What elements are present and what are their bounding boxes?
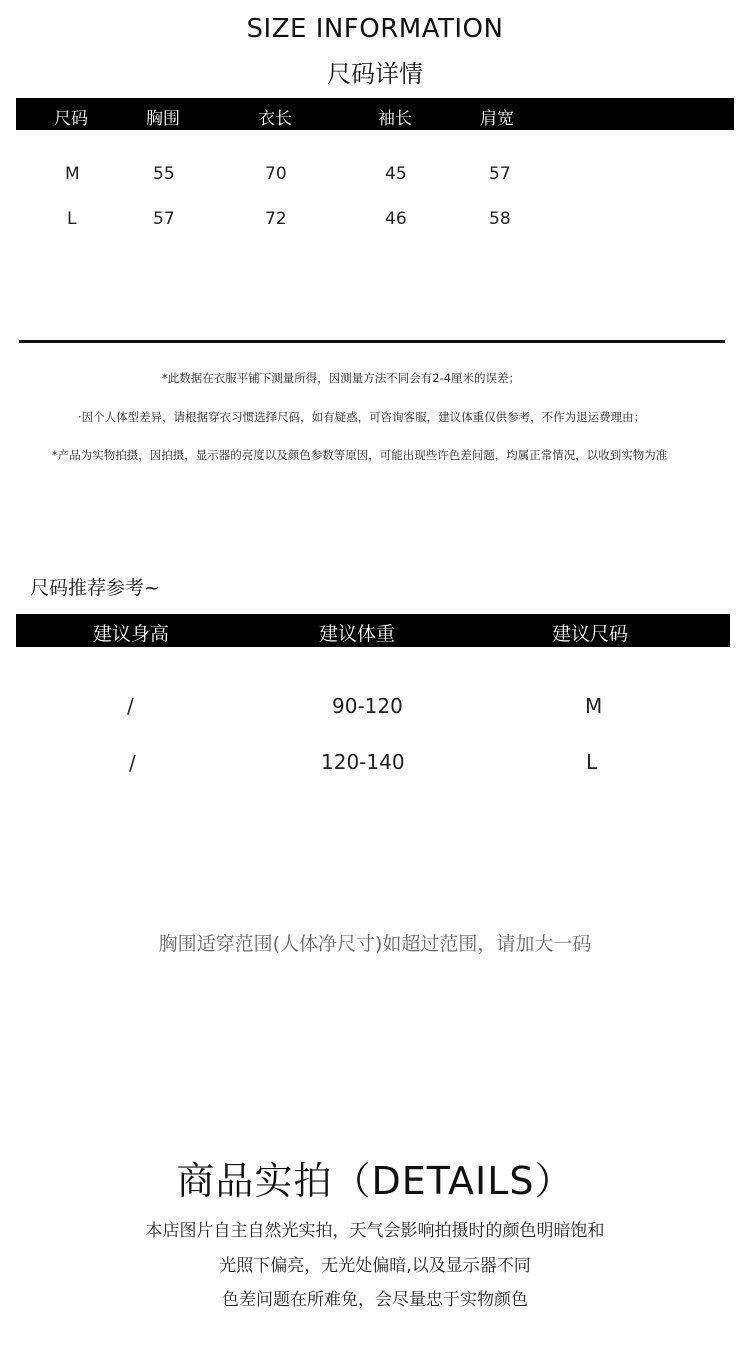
cell-size: M — [65, 164, 80, 184]
cell-bust: 57 — [153, 209, 175, 229]
size-table-header — [16, 98, 734, 130]
column-header-height: 建议身高 — [93, 623, 170, 645]
divider — [19, 340, 725, 343]
note-measurement: *此数据在衣服平铺下测量所得，因测量方法不同会有2-4厘米的误差； — [162, 371, 521, 385]
cell-rec-size: L — [586, 750, 598, 774]
cell-size: L — [67, 209, 77, 229]
recommendation-title: 尺码推荐参考~ — [30, 577, 160, 599]
recommendation-table-header — [16, 614, 730, 647]
cell-length: 70 — [265, 164, 287, 184]
column-header-size: 尺码 — [54, 109, 88, 129]
cell-sleeve: 46 — [385, 209, 407, 229]
details-line: 光照下偏亮，无光处偏暗,以及显示器不同 — [219, 1256, 531, 1276]
details-title: 商品实拍（DETAILS） — [176, 1159, 574, 1203]
column-header-rec-size: 建议尺码 — [552, 623, 629, 645]
note-body-type: ·因个人体型差异，请根据穿衣习惯选择尺码，如有疑惑，可咨询客服，建议体重仅供参考，不作为退运费理由； — [78, 410, 646, 424]
cell-sleeve: 45 — [385, 164, 407, 184]
column-header-weight: 建议体重 — [319, 623, 396, 645]
cell-bust: 55 — [153, 164, 175, 184]
column-header-sleeve: 袖长 — [378, 109, 412, 129]
cell-weight: 90-120 — [332, 694, 403, 718]
column-header-shoulder: 肩宽 — [480, 109, 514, 129]
column-header-length: 衣长 — [258, 109, 292, 129]
cell-weight: 120-140 — [321, 750, 405, 774]
details-line: 色差问题在所难免，会尽量忠于实物颜色 — [222, 1290, 528, 1310]
details-line: 本店图片自主自然光实拍，天气会影响拍摄时的颜色明暗饱和 — [145, 1221, 605, 1241]
cell-rec-size: M — [585, 694, 603, 718]
title-cn: 尺码详情 — [327, 60, 423, 88]
column-header-bust: 胸围 — [146, 109, 180, 129]
cell-shoulder: 57 — [489, 164, 511, 184]
title-en: SIZE INFORMATION — [246, 14, 504, 44]
cell-height: / — [127, 694, 134, 718]
note-color: *产品为实物拍摄，因拍摄，显示器的亮度以及颜色参数等原因，可能出现些许色差问题，均属正常情况，以收到实物为准 — [52, 448, 668, 462]
cell-shoulder: 58 — [489, 209, 511, 229]
cell-length: 72 — [265, 209, 287, 229]
cell-height: / — [129, 751, 136, 775]
bust-range-note: 胸围适穿范围(人体净尺寸)如超过范围，请加大一码 — [158, 933, 592, 955]
